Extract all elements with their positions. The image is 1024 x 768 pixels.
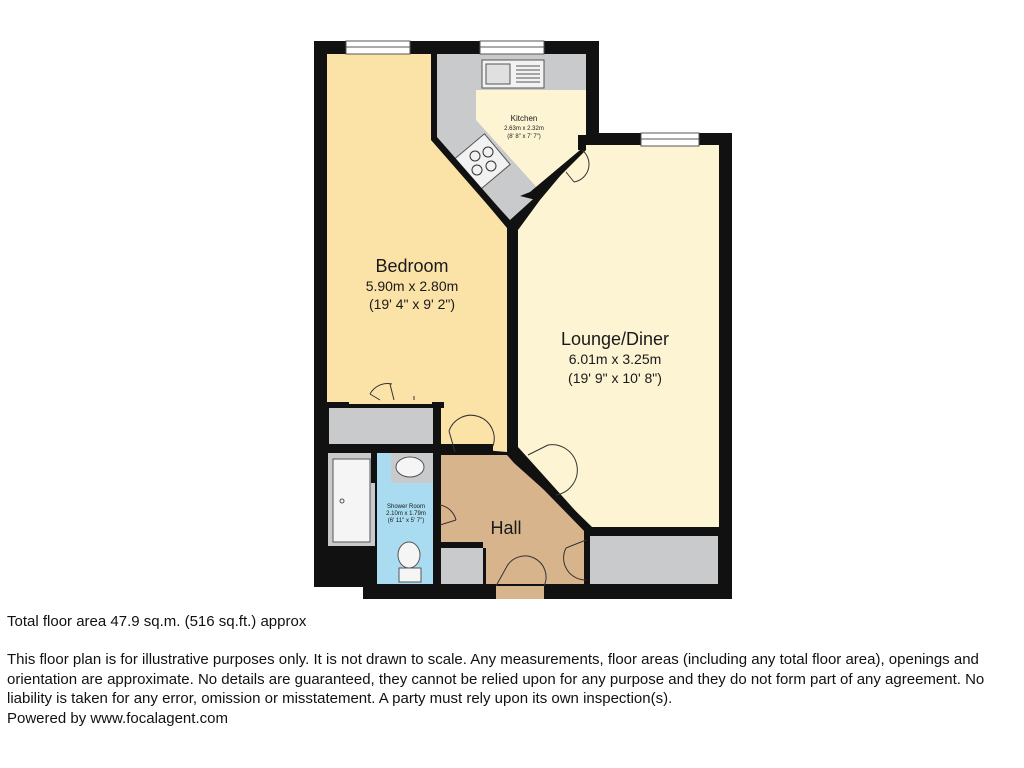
bedroom-dims-m: 5.90m x 2.80m: [365, 278, 459, 294]
lounge-cupboard: [590, 536, 718, 584]
shower-room-name: Shower Room: [386, 504, 426, 510]
kitchen-sink: [482, 60, 544, 88]
basin: [391, 453, 433, 483]
shower-room-dims-ft: (6' 11" x 5' 7"): [387, 518, 425, 524]
powered-by: Powered by www.focalagent.com: [7, 709, 228, 727]
hall-name: Hall: [490, 518, 522, 538]
disclaimer: [7, 650, 1019, 728]
bedroom-name: Bedroom: [375, 256, 449, 276]
kitchen-dims-m: 2.63m x 2.32m: [504, 126, 544, 132]
footer: [7, 613, 1019, 728]
disclaimer-text: This floor plan is for illustrative purposes only. It is not drawn to scale. Any measurements, floor areas (including any total floor area), openings and orientation are approximate. No details are guaranteed, they cannot be relied upon for any purpose and they do not form part of any agreement. No liability is taken for any error, omission or misstatement. A party must rely upon its own inspection(s).: [7, 651, 985, 707]
total-floor-area: Total floor area 47.9 sq.m. (516 sq.ft.) approx: [7, 613, 307, 630]
hall-cupboard: [441, 548, 483, 584]
lounge-dims-ft: (19' 9" x 10' 8"): [568, 370, 662, 386]
bedroom-dims-ft: (19' 4" x 9' 2"): [368, 296, 456, 312]
wc: [398, 542, 421, 582]
shower-room-dims-m: 2.10m x 1.79m: [386, 511, 426, 517]
lounge-name: Lounge/Diner: [560, 329, 670, 349]
kitchen-name: Kitchen: [510, 114, 538, 123]
kitchen-dims-ft: (8' 8" x 7' 7"): [507, 134, 541, 140]
shower-tray: [328, 453, 375, 546]
bedroom-wardrobe: [329, 408, 435, 444]
lounge-dims-m: 6.01m x 3.25m: [568, 351, 662, 367]
